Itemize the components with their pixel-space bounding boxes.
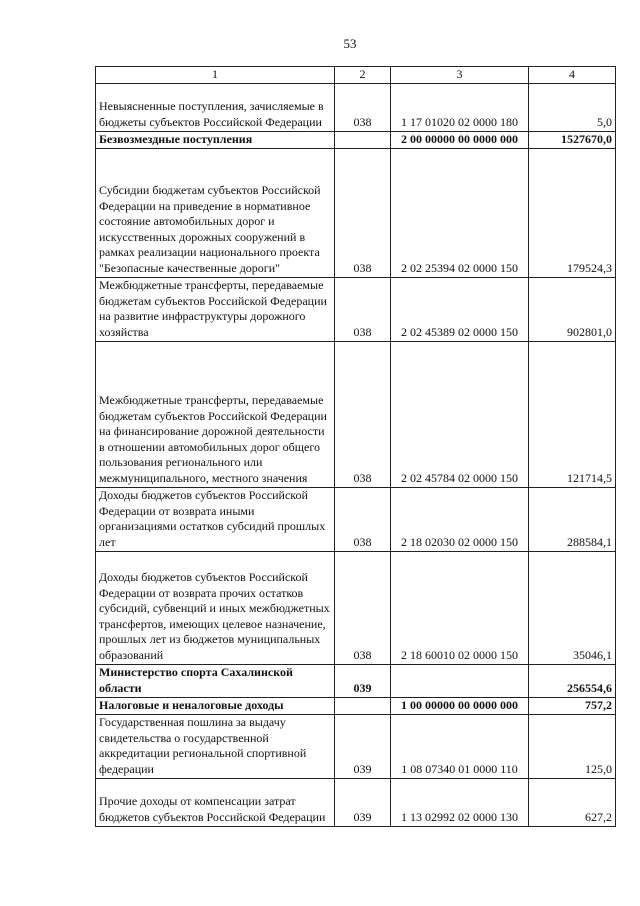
- row-name-cell: Межбюджетные трансферты, передаваемые бюджетам субъектов Российской Федерации на финансирование дорожной деятельности в отношении автомобильных дорог общего пользования регионального или межмуниципального, местного значения: [96, 341, 335, 487]
- table-row: [96, 778, 616, 826]
- column-header-1: 1: [96, 67, 335, 84]
- row-admin-code-cell: 038: [335, 341, 391, 487]
- column-header-2: 2: [335, 67, 391, 84]
- table-row: [96, 148, 616, 277]
- page-number: 53: [343, 36, 357, 51]
- row-budget-code-cell: [391, 664, 529, 697]
- row-admin-code-cell: 038: [335, 83, 391, 131]
- table-row: [96, 664, 616, 697]
- row-name-cell: Субсидии бюджетам субъектов Российской Федерации на приведение в нормативное состояние автомобильных дорог и искусственных дорожных сооружений в рамках реализации национального проекта "Безопасные качественные дороги": [96, 148, 335, 277]
- row-name-cell: Межбюджетные трансферты, передаваемые бюджетам субъектов Российской Федерации на развитие инфраструктуры дорожного хозяйства: [96, 277, 335, 341]
- row-admin-code-cell: 038: [335, 277, 391, 341]
- table-row: [96, 83, 616, 131]
- row-amount-cell: 35046,1: [529, 551, 616, 664]
- row-amount-cell: 288584,1: [529, 487, 616, 551]
- table-row: [96, 341, 616, 487]
- row-name-cell: Доходы бюджетов субъектов Российской Федерации от возврата иными организациями остатков субсидий прошлых лет: [96, 487, 335, 551]
- row-amount-cell: 179524,3: [529, 148, 616, 277]
- row-budget-code-cell: 1 17 01020 02 0000 180: [391, 83, 529, 131]
- row-budget-code-cell: 2 02 45389 02 0000 150: [391, 277, 529, 341]
- row-amount-cell: 757,2: [529, 697, 616, 714]
- row-budget-code-cell: 1 13 02992 02 0000 130: [391, 778, 529, 826]
- row-name-cell: Безвозмездные поступления: [96, 131, 335, 148]
- column-header-3: 3: [391, 67, 529, 84]
- table-row: [96, 487, 616, 551]
- row-budget-code-cell: 2 18 60010 02 0000 150: [391, 551, 529, 664]
- row-admin-code-cell: 038: [335, 148, 391, 277]
- table-header-row: [96, 67, 616, 84]
- row-amount-cell: 121714,5: [529, 341, 616, 487]
- row-name-cell: Прочие доходы от компенсации затрат бюджетов субъектов Российской Федерации: [96, 778, 335, 826]
- row-amount-cell: 5,0: [529, 83, 616, 131]
- row-budget-code-cell: 2 02 45784 02 0000 150: [391, 341, 529, 487]
- column-header-4: 4: [529, 67, 616, 84]
- row-name-cell: Невыясненные поступления, зачисляемые в бюджеты субъектов Российской Федерации: [96, 83, 335, 131]
- row-admin-code-cell: [335, 131, 391, 148]
- row-name-cell: Доходы бюджетов субъектов Российской Федерации от возврата прочих остатков субсидий, субвенций и иных межбюджетных трансфертов, имеющих целевое назначение, прошлых лет из бюджетов муниципальных образований: [96, 551, 335, 664]
- row-amount-cell: 256554,6: [529, 664, 616, 697]
- row-name-cell: Налоговые и неналоговые доходы: [96, 697, 335, 714]
- row-amount-cell: 902801,0: [529, 277, 616, 341]
- row-budget-code-cell: 2 02 25394 02 0000 150: [391, 148, 529, 277]
- row-budget-code-cell: 2 00 00000 00 0000 000: [391, 131, 529, 148]
- row-budget-code-cell: 1 00 00000 00 0000 000: [391, 697, 529, 714]
- row-admin-code-cell: 039: [335, 714, 391, 778]
- row-amount-cell: 125,0: [529, 714, 616, 778]
- row-budget-code-cell: 2 18 02030 02 0000 150: [391, 487, 529, 551]
- table-row: [96, 714, 616, 778]
- row-amount-cell: 627,2: [529, 778, 616, 826]
- row-admin-code-cell: 038: [335, 487, 391, 551]
- table-row: [96, 131, 616, 148]
- row-admin-code-cell: 038: [335, 551, 391, 664]
- row-amount-cell: 1527670,0: [529, 131, 616, 148]
- revenue-table: [95, 66, 616, 827]
- table-row: [96, 277, 616, 341]
- row-budget-code-cell: 1 08 07340 01 0000 110: [391, 714, 529, 778]
- row-admin-code-cell: 039: [335, 778, 391, 826]
- table-row: [96, 551, 616, 664]
- row-name-cell: Государственная пошлина за выдачу свидетельства о государственной аккредитации региональной спортивной федерации: [96, 714, 335, 778]
- row-admin-code-cell: 039: [335, 664, 391, 697]
- row-name-cell: Министерство спорта Сахалинской области: [96, 664, 335, 697]
- table-row: [96, 697, 616, 714]
- row-admin-code-cell: [335, 697, 391, 714]
